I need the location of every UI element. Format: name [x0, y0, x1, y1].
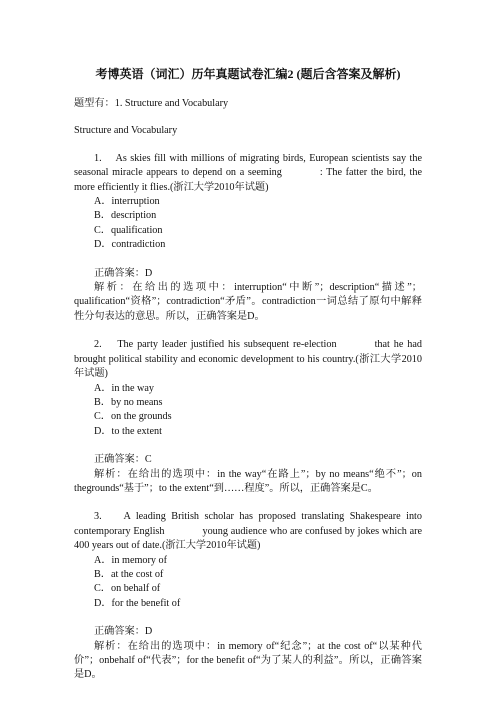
analysis-text: 解析：在给出的选项中：in the way“在路上”；by no means“绝不”；on thegrounds“基于”；to the extent“到……程度”。所以，正确答案是C。 — [74, 468, 422, 494]
correct-answer: 正确答案：D — [94, 626, 153, 638]
analysis-text: 解析：在给出的选项中：interruption“中断”；description“描述”；qualification“资格”；contradiction“矛盾”。contradiction一词总结了原句中解释性分句表达的意思。所以，正确答案是D。 — [74, 282, 422, 322]
options-list — [74, 382, 422, 440]
option-d: D．to the extent — [94, 425, 162, 437]
option-c: C．on behalf of — [94, 583, 161, 595]
question-stem: 2. The party leader justified his subsequent re-election that he had brought political stability and economic development to his country.(浙江大学2010年试题) — [74, 339, 422, 380]
section-heading: Structure and Vocabulary — [74, 125, 178, 137]
question-3 — [74, 510, 422, 682]
option-c: C．on the grounds — [94, 411, 172, 423]
correct-answer: 正确答案：D — [94, 267, 153, 279]
option-a: A．in memory of — [94, 554, 167, 566]
question-2 — [74, 338, 422, 496]
options-list — [74, 195, 422, 253]
question-number: 3. — [94, 511, 102, 523]
question-1 — [74, 152, 422, 324]
document-body — [74, 97, 422, 683]
question-stem: 3. A leading British scholar has proposed translating Shakespeare into contemporary English young audience who are confused by jokes which are 400 years out of date.(浙江大学2010年试题) — [74, 511, 422, 552]
option-a: A．interruption — [94, 196, 160, 208]
option-d: D．for the benefit of — [94, 597, 181, 609]
question-number: 2. — [94, 339, 102, 351]
option-a: A．in the way — [94, 382, 154, 394]
option-d: D．contradiction — [94, 239, 166, 251]
correct-answer: 正确答案：C — [94, 454, 152, 466]
option-b: B．at the cost of — [94, 568, 164, 580]
option-b: B．description — [94, 210, 157, 222]
options-list — [74, 554, 422, 612]
analysis-text: 解析：在给出的选项中：in memory of“纪念”；at the cost of“以某种代价”；onbehalf of“代表”；for the benefit of“为了某人的利益”。所以，正确答案是D。 — [74, 640, 422, 681]
question-stem: 1. As skies fill with millions of migrating birds, European scientists say the seasonal miracle appears to depend on a seeming : The fatter the bird, the more efficiently it flies.(浙江大学2010年试题) — [74, 152, 422, 193]
question-number: 1. — [94, 152, 102, 164]
option-b: B．by no means — [94, 396, 163, 408]
option-c: C．qualification — [94, 224, 163, 236]
question-type-line: 题型有：1. Structure and Vocabulary — [74, 98, 229, 109]
document-title: 考博英语（词汇）历年真题试卷汇编2 (题后含答案及解析) — [95, 67, 401, 81]
